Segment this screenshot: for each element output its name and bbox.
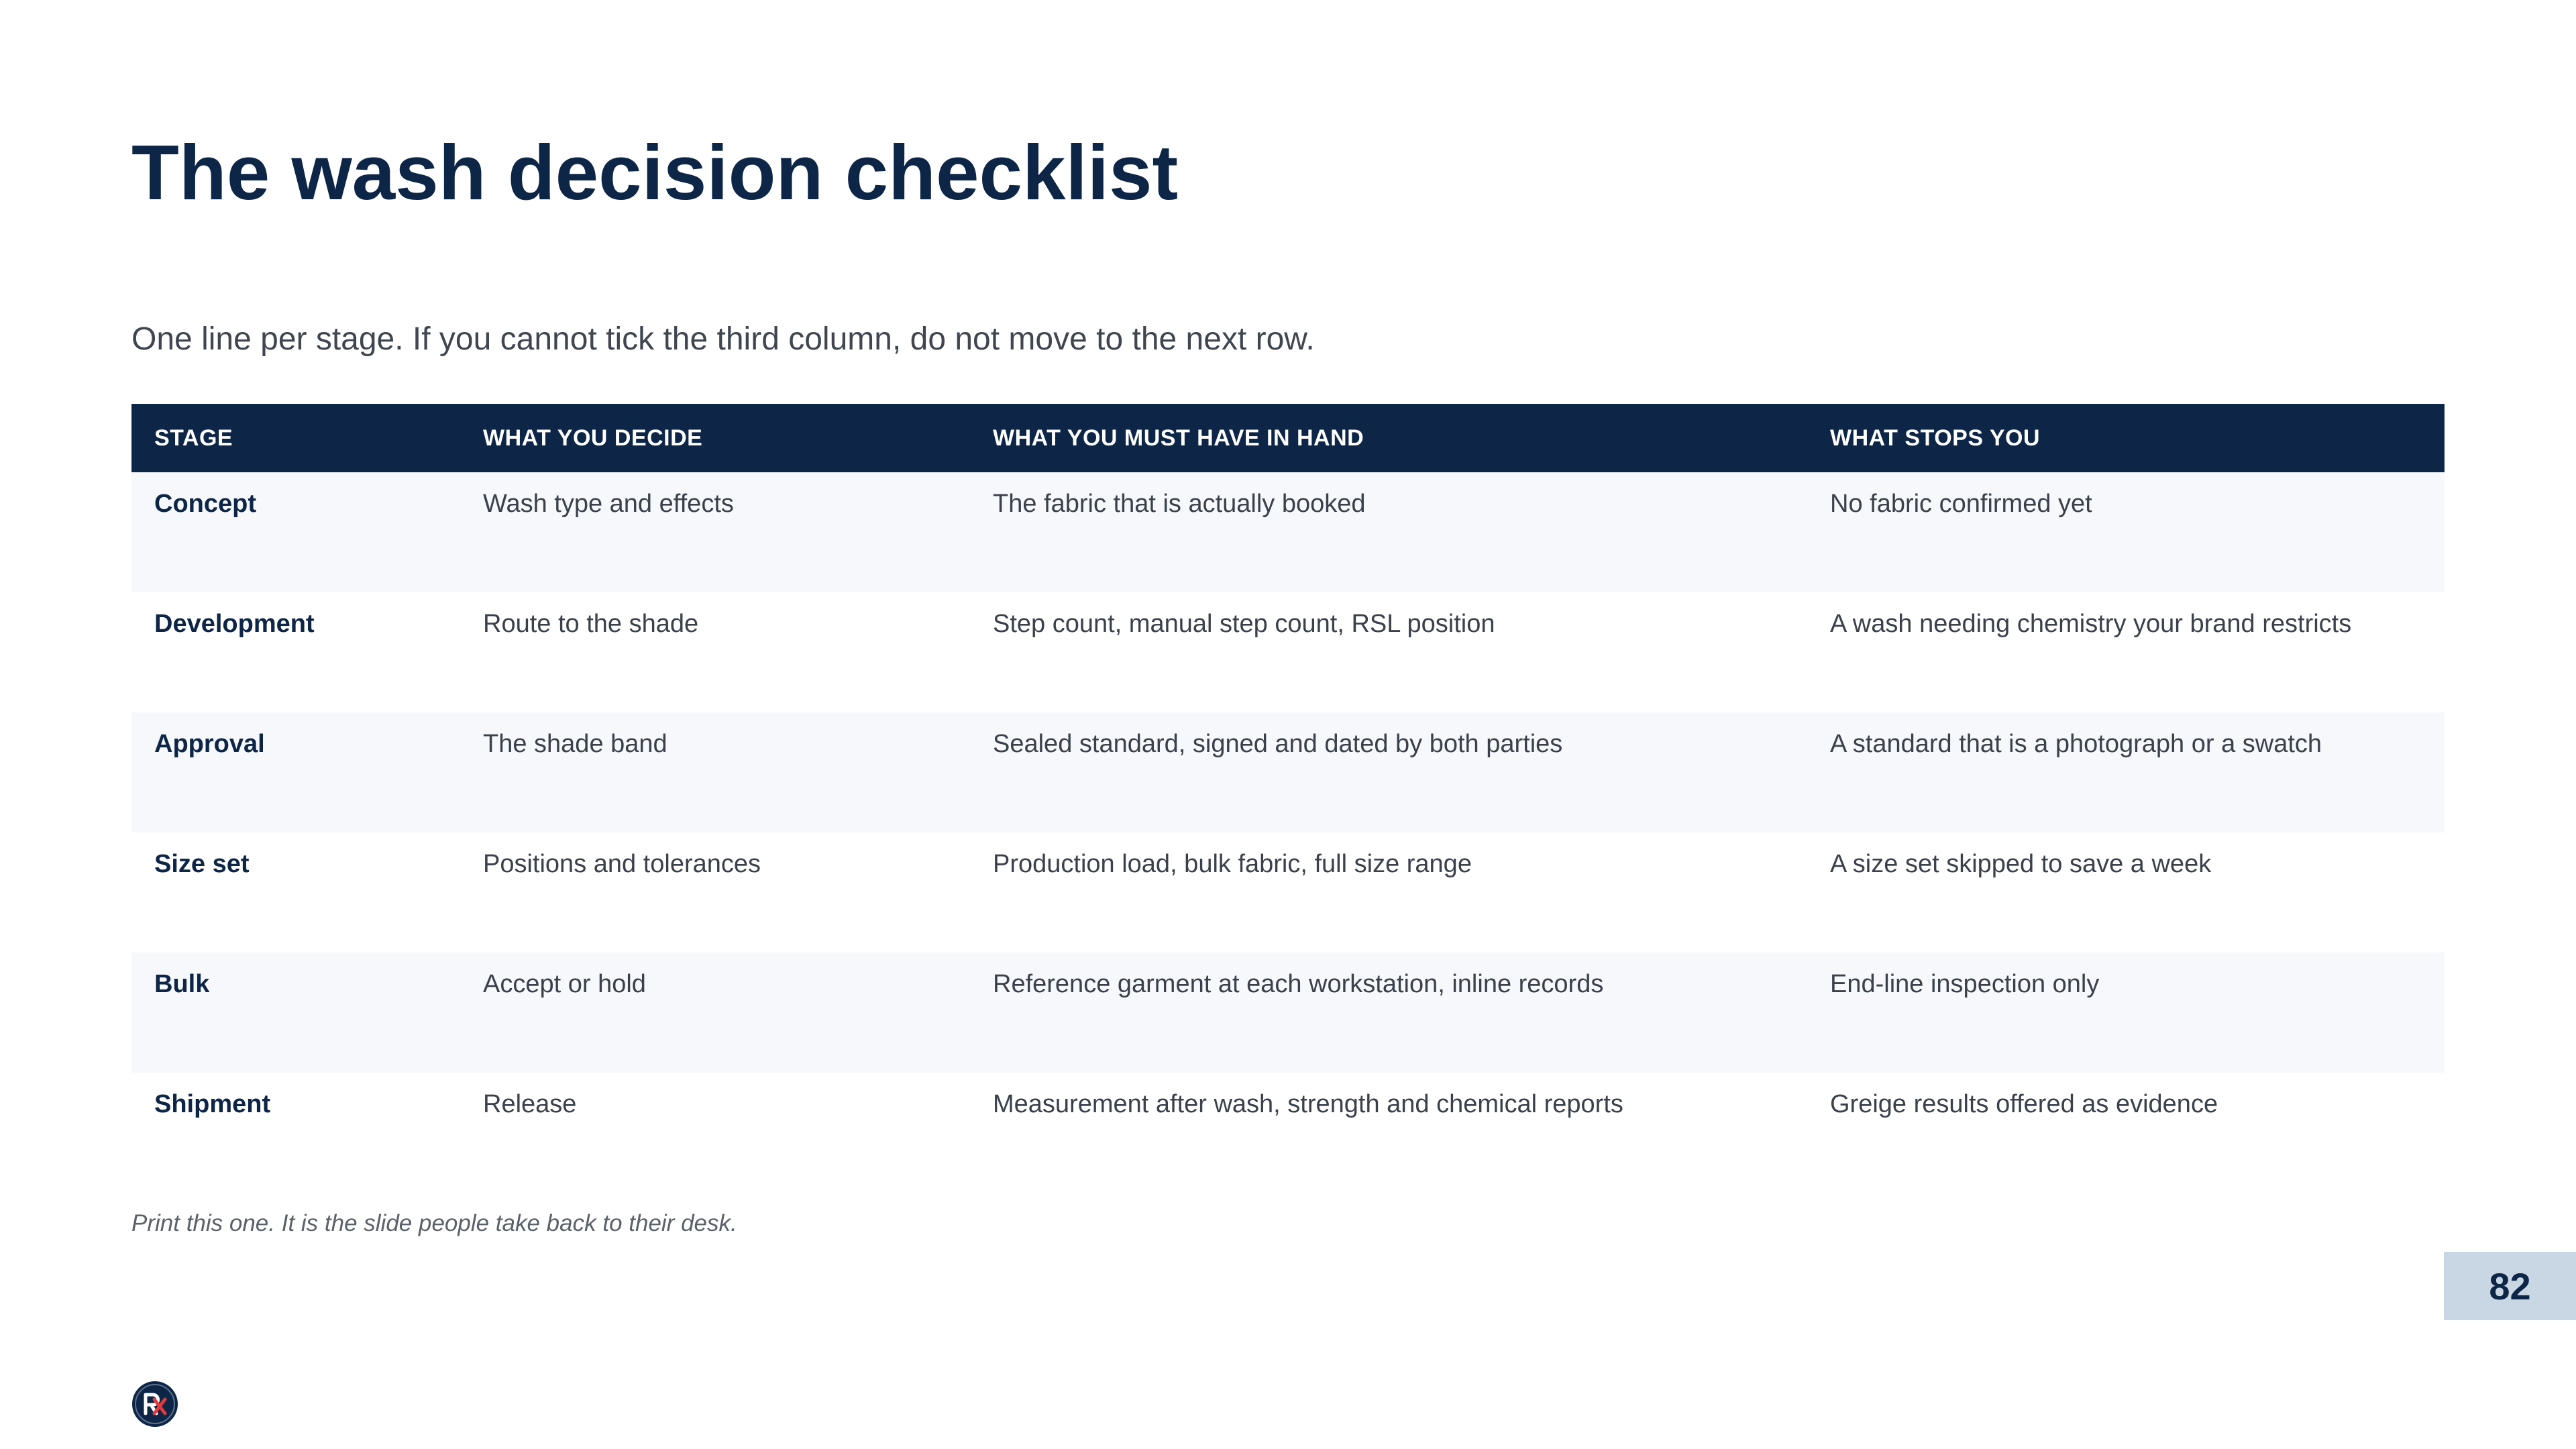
table-row (131, 953, 2445, 1073)
stops-cell: End-line inspection only (1807, 953, 2445, 1073)
decide-cell: Positions and tolerances (460, 833, 970, 953)
decide-cell: Accept or hold (460, 953, 970, 1073)
slide-title: The wash decision checklist (131, 129, 1179, 216)
must-have-cell: The fabric that is actually booked (970, 472, 1807, 592)
stage-cell: Concept (131, 472, 460, 592)
stops-cell: A wash needing chemistry your brand restricts (1807, 592, 2445, 712)
table-row (131, 833, 2445, 953)
table-row (131, 1073, 2445, 1193)
stage-cell: Approval (131, 712, 460, 833)
table-header-row (131, 404, 2445, 472)
must-have-cell: Sealed standard, signed and dated by both parties (970, 712, 1807, 833)
stage-cell: Bulk (131, 953, 460, 1073)
stage-cell: Shipment (131, 1073, 460, 1193)
slide-subtitle: One line per stage. If you cannot tick the third column, do not move to the next row. (131, 321, 1315, 357)
checklist-table (131, 404, 2445, 1193)
must-have-cell: Measurement after wash, strength and chemical reports (970, 1073, 1807, 1193)
header-stage: STAGE (131, 404, 460, 472)
stage-cell: Size set (131, 833, 460, 953)
decide-cell: The shade band (460, 712, 970, 833)
header-what-you-decide: WHAT YOU DECIDE (460, 404, 970, 472)
stops-cell: A standard that is a photograph or a swatch (1807, 712, 2445, 833)
rx-logo-icon (131, 1381, 178, 1428)
decide-cell: Release (460, 1073, 970, 1193)
header-what-you-must-have: WHAT YOU MUST HAVE IN HAND (970, 404, 1807, 472)
page-number-badge: 82 (2444, 1252, 2576, 1320)
stops-cell: No fabric confirmed yet (1807, 472, 2445, 592)
header-what-stops-you: WHAT STOPS YOU (1807, 404, 2445, 472)
must-have-cell: Step count, manual step count, RSL position (970, 592, 1807, 712)
decide-cell: Route to the shade (460, 592, 970, 712)
stops-cell: Greige results offered as evidence (1807, 1073, 2445, 1193)
decide-cell: Wash type and effects (460, 472, 970, 592)
table-row (131, 712, 2445, 833)
stage-cell: Development (131, 592, 460, 712)
must-have-cell: Reference garment at each workstation, inline records (970, 953, 1807, 1073)
must-have-cell: Production load, bulk fabric, full size range (970, 833, 1807, 953)
footnote: Print this one. It is the slide people take back to their desk. (131, 1210, 737, 1236)
stops-cell: A size set skipped to save a week (1807, 833, 2445, 953)
table-row (131, 592, 2445, 712)
table-row (131, 472, 2445, 592)
